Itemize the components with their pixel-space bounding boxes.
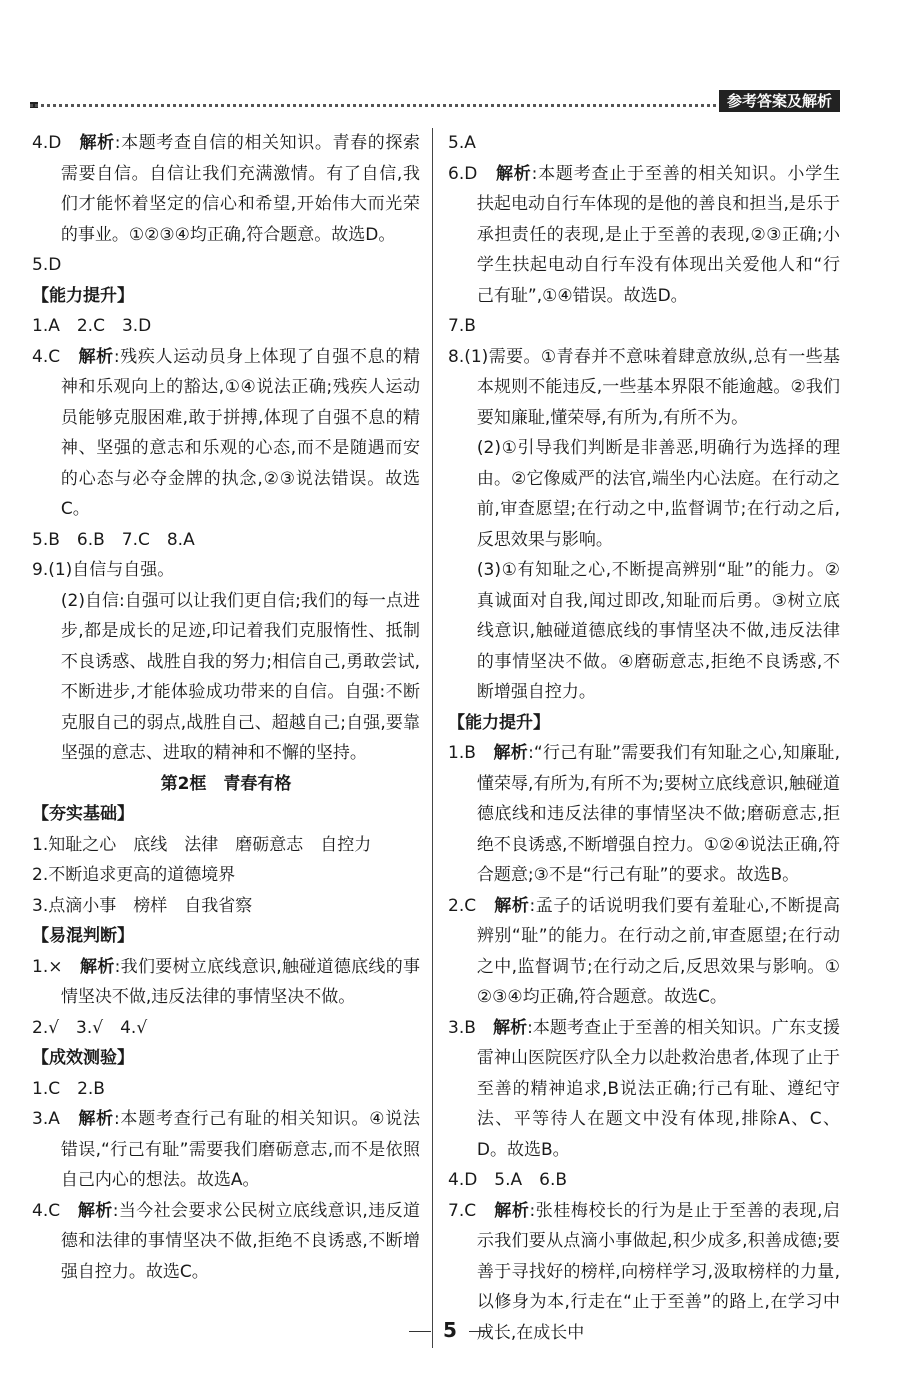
- answer-item: [448, 159, 840, 312]
- answer-text: :本题考查行己有耻的相关知识。④说法错误,“行己有耻”需要我们磨砺意志,而不是依照自己内心的想法。故选A。: [60, 1109, 420, 1190]
- answer-number: 3.B: [448, 1017, 494, 1038]
- section-heading: 【夯实基础】: [32, 804, 134, 824]
- page-number: [0, 1318, 900, 1342]
- left-column: [32, 128, 420, 1287]
- header-tag: 参考答案及解析: [719, 90, 840, 112]
- answer-text: :本题考查止于至善的相关知识。小学生扶起电动自行车体现的是他的善良和担当,是乐于承担责任的表现,是止于至善的表现,②③正确;小学生扶起电动自行车没有体现出关爱他人和“行己有耻”,①④错误。故选D。: [476, 163, 841, 306]
- answer-item: [448, 1013, 840, 1166]
- answer-number: 4.D: [32, 133, 80, 153]
- answer-number: 3.A: [32, 1109, 79, 1129]
- answer-line: 4.D 5.A 6.B: [448, 1170, 568, 1190]
- answer-line: 5.A: [448, 133, 476, 153]
- analysis-label: 解析: [77, 1200, 113, 1221]
- answer-number: 7.C: [448, 1200, 495, 1221]
- answer-text: :当今社会要求公民树立底线意识,违反道德和法律的事情坚决不做,拒绝不良诱惑,不断增强自控力。故选C。: [60, 1200, 420, 1282]
- answer-text: :残疾人运动员身上体现了自强不息的精神和乐观向上的豁达,①④说法正确;残疾人运动员能够克服困难,敢于拼搏,体现了自强不息的精神、坚强的意志和乐观的心态,而不是随遇而安的心态与必夺金牌的执念,②③说法错误。故选C。: [60, 346, 421, 519]
- analysis-label: 解析: [80, 956, 115, 977]
- answer-subpart: (3)①有知耻之心,不断提高辨别“耻”的能力。②真诚面对自我,闻过即改,知耻而后勇。③树立底线意识,触碰道德底线的事情坚决不做,违反法律的事情坚决不做。④磨砺意志,拒绝不良诱惑,不断增强自控力。: [476, 560, 840, 702]
- answer-line: 7.B: [448, 316, 476, 336]
- answer-subpart: (2)自信:自强可以让我们更自信;我们的每一点进步,都是成长的足迹,印记着我们克服惰性、抵制不良诱惑、战胜自我的努力;相信自己,勇敢尝试,不断进步,才能体验成功带来的自信。自强:不断克服自己的弱点,战胜自己、超越自己;自强,要靠坚强的意志、进取的精神和不懈的坚持。: [60, 590, 420, 763]
- answer-text: :我们要树立底线意识,触碰道德底线的事情坚决不做,违反法律的事情坚决不做。: [60, 956, 420, 1007]
- answer-item: [448, 342, 840, 434]
- lesson-title: 第2框 青春有格: [160, 773, 292, 794]
- analysis-label: 解析: [493, 1017, 528, 1038]
- answer-item: [32, 952, 420, 1013]
- answer-line: 1.知耻之心 底线 法律 磨砺意志 自控力: [32, 834, 372, 855]
- answer-line: 2.√ 3.√ 4.√: [32, 1017, 148, 1038]
- answer-text: (1)需要。①青春并不意味着肆意放纵,总有一些基本规则不能违反,一些基本界限不能逾越。②我们要知廉耻,懂荣辱,有所为,有所不为。: [464, 346, 840, 428]
- analysis-label: 解析: [493, 743, 529, 763]
- answer-text: :“行己有耻”需要我们有知耻之心,知廉耻,懂荣辱,有所为,有所不为;要树立底线意识,触碰道德底线和违反法律的事情坚决不做;磨砺意志,拒绝不良诱惑,不断增强自控力。①②④说法正确,符合题意;③不是“行己有耻”的要求。故选B。: [476, 743, 841, 885]
- section-heading: 【能力提升】: [448, 712, 550, 733]
- answer-number: 4.C: [32, 1200, 78, 1221]
- section-heading: 【成效测验】: [32, 1048, 134, 1068]
- answer-text: :本题考查自信的相关知识。青春的探索需要自信。自信让我们充满激情。有了自信,我们才能怀着坚定的信心和希望,开始伟大而光荣的事业。①②③④均正确,符合题意。故选D。: [60, 133, 420, 245]
- answer-number: 6.D: [448, 163, 496, 184]
- analysis-label: 解析: [494, 895, 530, 916]
- answer-number: 1.B: [448, 743, 494, 763]
- answer-line: 5.B 6.B 7.C 8.A: [32, 529, 195, 550]
- answer-line: 1.A 2.C 3.D: [32, 316, 152, 336]
- answer-item: [448, 738, 840, 891]
- answer-text: :孟子的话说明我们要有羞耻心,不断提高辨别“耻”的能力。在行动之前,审查愿望;在行动之中,监督调节;在行动之后,反思效果与影响。①②③④均正确,符合题意。故选C。: [476, 895, 841, 1007]
- answer-number: 2.C: [448, 895, 495, 916]
- section-heading: 【易混判断】: [32, 926, 134, 946]
- column-divider: [432, 128, 433, 1348]
- answer-text: :张桂梅校长的行为是止于至善的表现,启示我们要从点滴小事做起,积少成多,积善成德;要善于寻找好的榜样,向榜样学习,汲取榜样的力量,以修身为本,行走在“止于至善”的路上,在学习中成长,在成长中: [476, 1200, 841, 1343]
- page-number-dash-right: [469, 1331, 491, 1332]
- answer-number: 4.C: [32, 346, 79, 367]
- answer-number: 8.: [448, 346, 465, 367]
- answer-item: [448, 891, 840, 1013]
- section-heading: 【能力提升】: [32, 285, 134, 306]
- page-header: [30, 90, 840, 112]
- page-number-dash-left: [409, 1331, 431, 1332]
- answer-number: 1.×: [32, 956, 81, 977]
- analysis-label: 解析: [494, 1200, 530, 1221]
- right-column: [448, 128, 840, 1348]
- answer-line: 2.不断追求更高的道德境界: [32, 865, 236, 885]
- answer-line: 1.C 2.B: [32, 1078, 105, 1099]
- answer-line: 3.点滴小事 榜样 自我省察: [32, 895, 253, 916]
- analysis-label: 解析: [79, 133, 115, 153]
- analysis-label: 解析: [78, 346, 114, 367]
- answer-subpart: (2)①引导我们判断是非善恶,明确行为选择的理由。②它像威严的法官,端坐内心法庭。在行动之前,审查愿望;在行动之中,监督调节;在行动之后,反思效果与影响。: [476, 438, 840, 550]
- analysis-label: 解析: [78, 1109, 114, 1129]
- answer-item: [32, 128, 420, 250]
- answer-item: [32, 1196, 420, 1288]
- answer-item: [32, 342, 420, 525]
- analysis-label: 解析: [495, 163, 532, 184]
- answer-item: [32, 1104, 420, 1196]
- page-number-value: 5: [443, 1318, 457, 1342]
- answer-line: 9.(1)自信与自强。: [32, 560, 175, 580]
- answer-line: 5.D: [32, 255, 62, 275]
- answer-text: :本题考查止于至善的相关知识。广东支援雷神山医院医疗队全力以赴救治患者,体现了止于至善的精神追求,B说法正确;行己有耻、遵纪守法、平等待人在题文中没有体现,排除A、C、D。故选B。: [476, 1017, 840, 1160]
- header-dotted-rule: [30, 104, 728, 107]
